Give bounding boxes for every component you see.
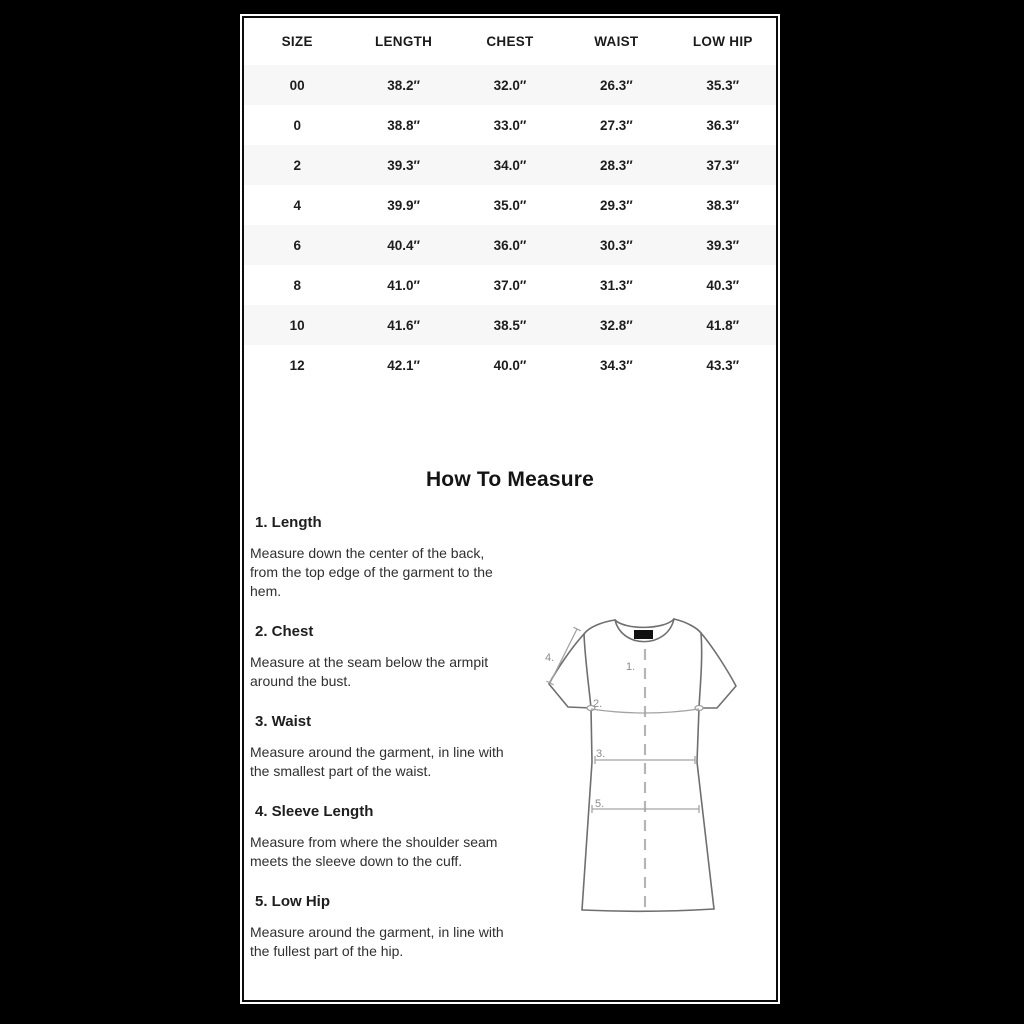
instruction-body: Measure down the center of the back, from the top edge of the garment to the hem. bbox=[250, 545, 493, 599]
table-row bbox=[244, 105, 776, 145]
cell-size: 10 bbox=[289, 317, 305, 333]
size-chart-table bbox=[244, 18, 776, 385]
cell-length: 38.2″ bbox=[387, 77, 420, 93]
cell-length: 41.6″ bbox=[387, 317, 420, 333]
instruction-heading: 4. Sleeve Length bbox=[255, 803, 374, 820]
cell-low-hip: 41.8″ bbox=[706, 317, 740, 333]
instruction-low-hip bbox=[250, 893, 506, 961]
cell-waist: 29.3″ bbox=[599, 197, 633, 213]
cell-length: 40.4″ bbox=[387, 237, 420, 253]
cell-length: 39.3″ bbox=[387, 157, 420, 173]
size-chart-header bbox=[244, 18, 776, 65]
dress-outline-icon bbox=[527, 597, 777, 927]
instruction-chest bbox=[250, 623, 506, 691]
cell-waist: 30.3″ bbox=[599, 237, 633, 253]
instruction-sleeve-length bbox=[250, 803, 506, 871]
table-row bbox=[244, 65, 776, 105]
cell-waist: 28.3″ bbox=[599, 157, 633, 173]
column-header-chest: CHEST bbox=[486, 34, 534, 49]
instruction-heading: 1. Length bbox=[255, 514, 322, 531]
column-header-low-hip: LOW HIP bbox=[692, 34, 753, 49]
instruction-body: Measure from where the shoulder seam meets the sleeve down to the cuff. bbox=[250, 834, 498, 869]
instruction-body: Measure at the seam below the armpit around the bust. bbox=[250, 654, 489, 689]
instruction-heading: 5. Low Hip bbox=[255, 893, 330, 910]
table-row bbox=[244, 265, 776, 305]
column-header-length: LENGTH bbox=[374, 34, 433, 49]
table-row bbox=[244, 145, 776, 185]
cell-waist: 26.3″ bbox=[599, 77, 633, 93]
neck-tag bbox=[634, 630, 653, 639]
column-header-size: SIZE bbox=[281, 34, 313, 49]
label-length: 1. bbox=[626, 661, 636, 673]
size-chart-body bbox=[244, 65, 776, 385]
instruction-body: Measure around the garment, in line with the fullest part of the hip. bbox=[250, 924, 504, 959]
cell-chest: 34.0″ bbox=[493, 157, 527, 173]
size-guide-panel bbox=[242, 16, 778, 1002]
cell-chest: 37.0″ bbox=[493, 277, 527, 293]
label-low-hip: 5. bbox=[595, 798, 605, 810]
how-to-measure-title: How To Measure bbox=[425, 468, 595, 491]
cell-length: 41.0″ bbox=[387, 277, 420, 293]
table-row bbox=[244, 185, 776, 225]
cell-low-hip: 39.3″ bbox=[706, 237, 740, 253]
cell-chest: 40.0″ bbox=[493, 357, 527, 373]
cell-size: 12 bbox=[289, 357, 305, 373]
cell-low-hip: 36.3″ bbox=[706, 117, 740, 133]
cell-size: 8 bbox=[293, 277, 301, 293]
cell-low-hip: 40.3″ bbox=[706, 277, 740, 293]
instruction-waist bbox=[250, 713, 506, 781]
cell-waist: 32.8″ bbox=[599, 317, 633, 333]
cell-low-hip: 43.3″ bbox=[706, 357, 740, 373]
cell-chest: 38.5″ bbox=[493, 317, 527, 333]
garment-measure-diagram bbox=[527, 597, 777, 927]
cell-chest: 35.0″ bbox=[493, 197, 527, 213]
cell-length: 38.8″ bbox=[387, 117, 420, 133]
table-row bbox=[244, 345, 776, 385]
header-row bbox=[244, 18, 776, 65]
cell-low-hip: 35.3″ bbox=[706, 77, 740, 93]
cell-size: 6 bbox=[293, 237, 301, 253]
cell-length: 39.9″ bbox=[387, 197, 420, 213]
cell-low-hip: 37.3″ bbox=[706, 157, 740, 173]
label-waist: 3. bbox=[596, 748, 606, 760]
label-sleeve: 4. bbox=[545, 652, 555, 664]
cell-length: 42.1″ bbox=[387, 357, 420, 373]
column-header-waist: WAIST bbox=[594, 34, 639, 49]
cell-low-hip: 38.3″ bbox=[706, 197, 740, 213]
table-row bbox=[244, 305, 776, 345]
table-row bbox=[244, 225, 776, 265]
instruction-length bbox=[250, 514, 506, 601]
instruction-heading: 2. Chest bbox=[255, 623, 314, 640]
cell-chest: 33.0″ bbox=[493, 117, 527, 133]
cell-waist: 34.3″ bbox=[599, 357, 633, 373]
cell-waist: 27.3″ bbox=[599, 117, 633, 133]
cell-size: 0 bbox=[293, 117, 301, 133]
cell-size: 4 bbox=[293, 197, 301, 213]
instruction-body: Measure around the garment, in line with the smallest part of the waist. bbox=[250, 744, 504, 779]
instruction-heading: 3. Waist bbox=[255, 713, 312, 730]
label-chest: 2. bbox=[593, 698, 603, 710]
cell-waist: 31.3″ bbox=[599, 277, 633, 293]
cell-size: 2 bbox=[293, 157, 301, 173]
waist-measure-line bbox=[595, 756, 695, 764]
cell-chest: 36.0″ bbox=[493, 237, 527, 253]
cell-chest: 32.0″ bbox=[493, 77, 527, 93]
cell-size: 00 bbox=[289, 77, 305, 93]
measure-instructions bbox=[250, 514, 506, 983]
